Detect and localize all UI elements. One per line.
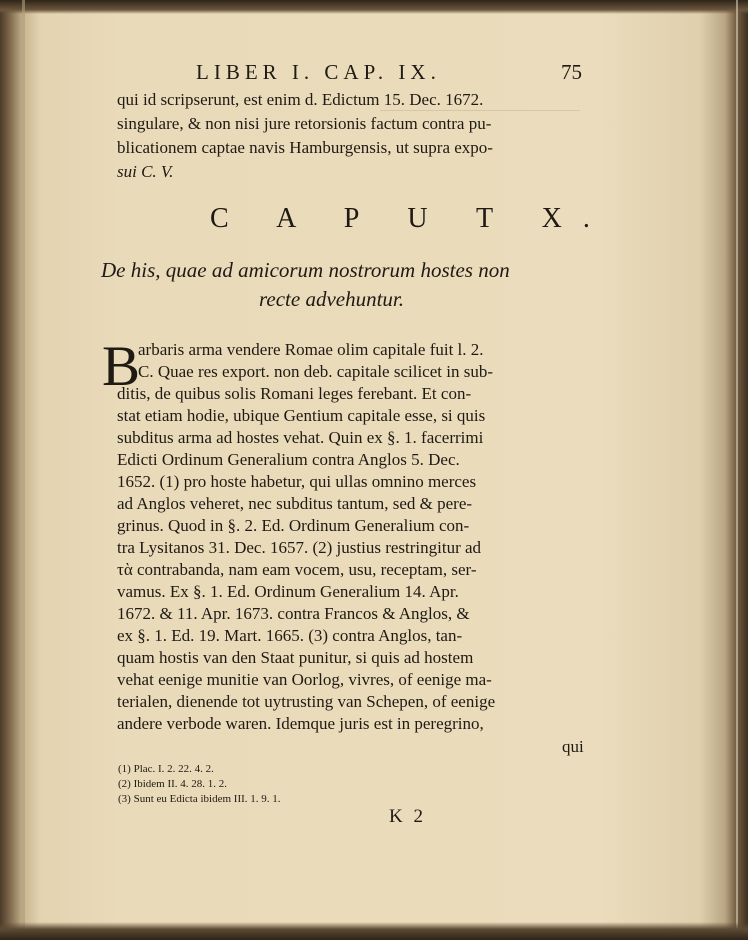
text-line: 1652. (1) pro hoste habetur, qui ullas omnino merces (117, 472, 477, 491)
text-line: stat etiam hodie, ubique Gentium capitale esse, si quis (117, 406, 486, 425)
text-line: C. Quae res export. non deb. capitale scilicet in sub- (138, 362, 493, 381)
footnote: (1) Plac. I. 2. 22. 4. 2. (118, 763, 214, 775)
text-line: vamus. Ex §. 1. Ed. Ordinum Generalium 14. Apr. (117, 582, 459, 601)
gutter-fold (22, 0, 25, 940)
catchword: qui (562, 737, 584, 756)
text-line: andere verbode waren. Idemque juris est in peregrino, (117, 714, 484, 733)
signature-mark: K 2 (389, 806, 426, 827)
drop-cap: B (102, 335, 141, 398)
text-line: qui id scripserunt, est enim d. Edictum 15. Dec. 1672. (117, 90, 484, 109)
chapter-subtitle: De his, quae ad amicorum nostrorum hostes non (101, 258, 510, 282)
running-head: LIBER I. CAP. IX. (196, 60, 441, 84)
page-number: 75 (561, 60, 582, 84)
text-line: 1672. & 11. Apr. 1673. contra Francos & Anglos, & (117, 604, 470, 623)
text-line: ex §. 1. Ed. 19. Mart. 1665. (3) contra Anglos, tan- (117, 626, 463, 645)
text-line: singulare, & non nisi jure retorsionis factum contra pu- (117, 114, 492, 133)
text-line: subditus arma ad hostes vehat. Quin ex §. 1. facerrimi (117, 428, 484, 447)
text-line: vehat eenige munitie van Oorlog, vivres, of eenige ma- (117, 670, 492, 689)
top-edge-shadow (0, 0, 748, 14)
text-line: blicationem captae navis Hamburgensis, ut supra expo- (117, 138, 493, 157)
text-line: Edicti Ordinum Generalium contra Anglos 5. Dec. (117, 450, 460, 469)
page-edge (736, 0, 738, 940)
text-line: arbaris arma vendere Romae olim capitale fuit l. 2. (138, 340, 484, 359)
footnote: (3) Sunt eu Edicta ibidem III. 1. 9. 1. (118, 793, 281, 805)
text-line: quam hostis van den Staat punitur, si quis ad hostem (117, 648, 474, 667)
text-line: tra Lysitanos 31. Dec. 1657. (2) justius restringitur ad (117, 538, 482, 557)
chapter-title: C A P U T X. (210, 203, 611, 234)
text-line: ad Anglos veheret, nec subditus tantum, sed & pere- (117, 494, 473, 513)
text-line: grinus. Quod in §. 2. Ed. Ordinum Generalium con- (117, 516, 470, 535)
bottom-edge-shadow (0, 922, 748, 940)
text-line: ditis, de quibus solis Romani leges ferebant. Et con- (117, 384, 472, 403)
text-line: terialen, dienende tot uytrusting van Schepen, of eenige (117, 692, 496, 711)
footnote: (2) Ibidem II. 4. 28. 1. 2. (118, 778, 228, 790)
chapter-subtitle: recte advehuntur. (259, 287, 405, 311)
text-line: sui C. V. (117, 162, 174, 181)
text-line: τὰ contrabanda, nam eam vocem, usu, receptam, ser- (117, 560, 477, 579)
